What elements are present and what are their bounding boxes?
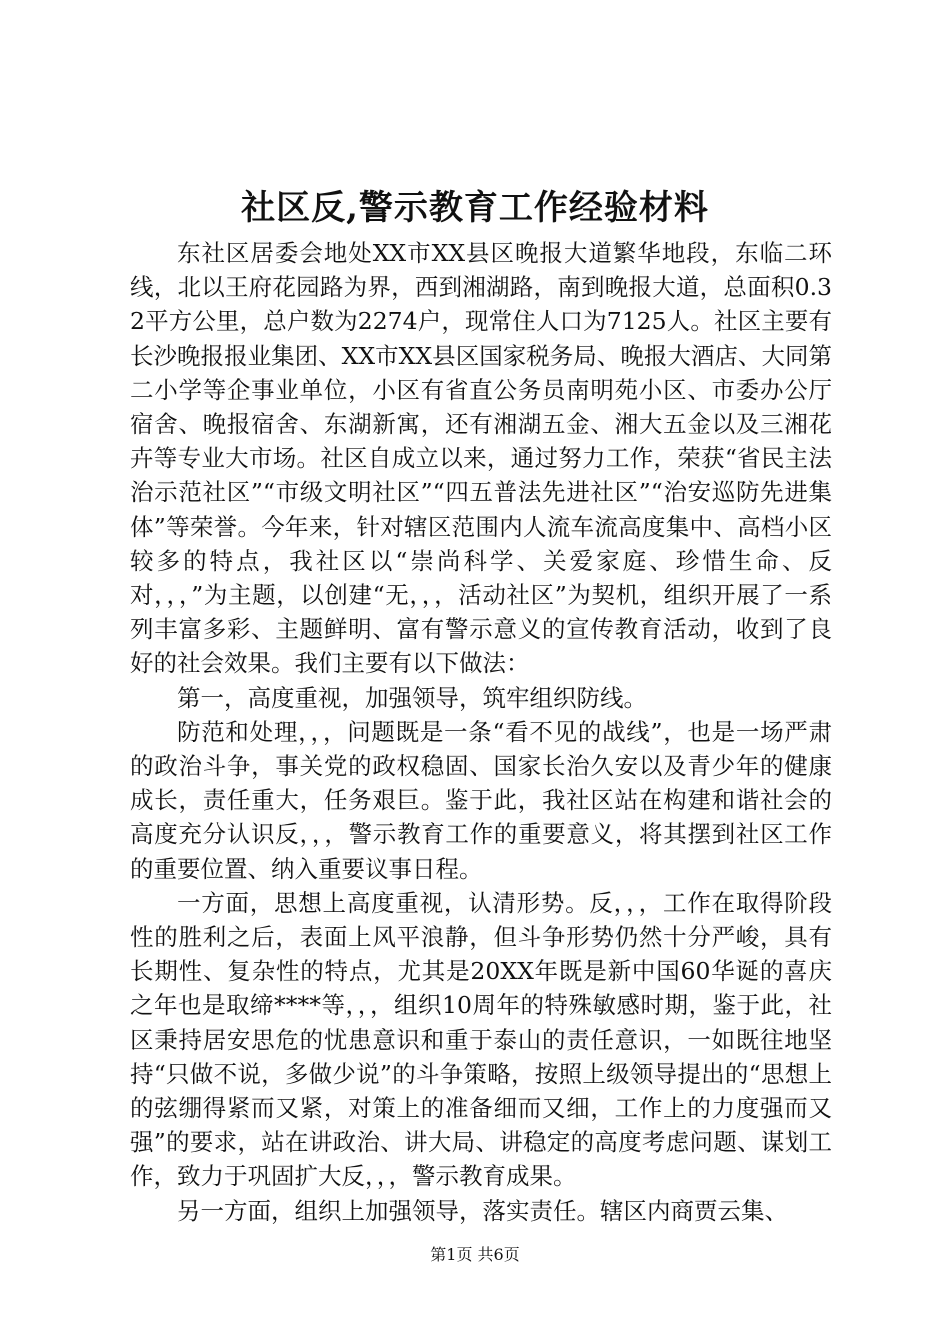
paragraph-one-aspect: 一方面，思想上高度重视，认清形势。反，，，工作在取得阶段性的胜利之后，表面上风平浪静，但斗争形势仍然十分严峻，具有长期性、复杂性的特点，尤其是20XX年既是新中国60华诞的喜庆之年也是取缔****等，，，组织10周年的特殊敏感时期，鉴于此，社区秉持居安思危的忧患意识和重于泰山的责任意识，一如既往地坚持“只做不说，多做少说”的斗争策略，按照上级领导提出的“思想上的弦绷得紧而又紧，对策上的准备细而又细，工作上的力度强而又强”的要求，站在讲政治、讲大局、讲稳定的高度考虑问题、谋划工作，致力于巩固扩大反，，，警示教育成果。 xyxy=(130,888,832,1191)
paragraph-other-aspect: 另一方面，组织上加强领导，落实责任。辖区内商贾云集、 xyxy=(177,1196,788,1225)
paragraph-heading-first: 第一，高度重视，加强领导，筑牢组织防线。 xyxy=(177,683,647,712)
document-body xyxy=(130,236,832,1228)
page-number-footer: 第1页 共6页 xyxy=(430,1245,520,1264)
paragraph-prevention: 防范和处理，，，问题既是一条“看不见的战线”，也是一场严肃的政治斗争，事关党的政权稳固、国家长治久安以及青少年的健康成长，责任重大，任务艰巨。鉴于此，我社区站在构建和谐社会的高度充分认识反，，，警示教育工作的重要意义，将其摆到社区工作的重要位置、纳入重要议事日程。 xyxy=(130,717,832,883)
document-title: 社区反,警示教育工作经验材料 xyxy=(241,188,709,228)
paragraph-intro: 东社区居委会地处XX市XX县区晚报大道繁华地段，东临二环线，北以王府花园路为界，西到湘湖路，南到晚报大道，总面积0.32平方公里，总户数为2274户，现常住人口为7125人。社区主要有长沙晚报报业集团、XX市XX县区国家税务局、晚报大酒店、大同第二小学等企事业单位，小区有省直公务员南明苑小区、市委办公厅宿舍、晚报宿舍、东湖新寓，还有湘湖五金、湘大五金以及三湘花卉等专业大市场。社区自成立以来，通过努力工作，荣获“省民主法治示范社区”“市级文明社区”“四五普法先进社区”“治安巡防先进集体”等荣誉。今年来，针对辖区范围内人流车流高度集中、高档小区较多的特点，我社区以“崇尚科学、关爱家庭、珍惜生命、反对，，，”为主题，以创建“无，，，活动社区”为契机，组织开展了一系列丰富多彩、主题鲜明、富有警示意义的宣传教育活动，收到了良好的社会效果。我们主要有以下做法： xyxy=(130,239,832,678)
